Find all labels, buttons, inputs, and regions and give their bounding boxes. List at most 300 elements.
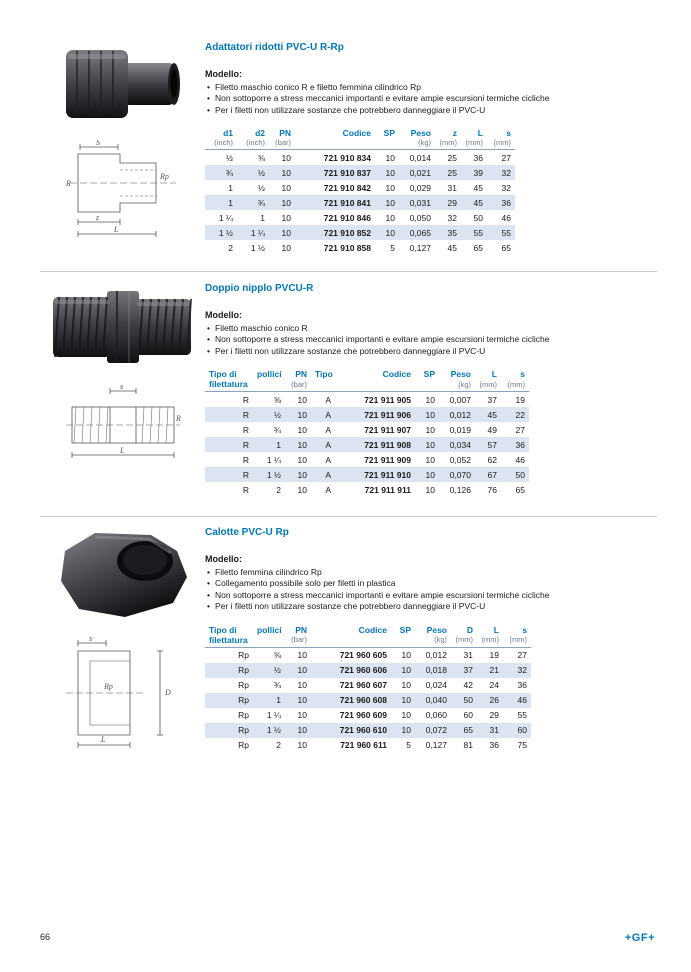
table-cell: 57 [487,439,497,450]
column-header: Codice [358,624,387,635]
bullet-item: • Collegamento possibile solo per filetti in plastica [205,578,657,589]
table-cell: 0,127 [409,242,431,253]
table-cell: 10 [425,424,435,435]
table-cell: 36 [515,439,525,450]
table-cell: 36 [473,152,483,163]
modello-bullets [205,82,657,116]
table-cell: A [325,424,331,435]
column-subheader [391,635,415,648]
column-header: Codice [382,369,411,380]
table-cell: 55 [473,227,483,238]
dim-label-s: s [88,637,92,643]
table-cell: 1 [228,197,233,208]
column-subheader: (bar) [285,635,311,648]
table-cell: 0,034 [449,439,471,450]
brand-logo: +GF+ [624,932,655,944]
dim-label-s: S [95,140,100,147]
table-cell: 721 910 842 [323,182,371,193]
table-cell: 19 [489,650,499,661]
table-row [205,678,531,693]
section2-content [205,283,657,497]
table-cell: 0,018 [425,665,447,676]
table-cell: 0,014 [409,152,431,163]
table-cell: ½ [273,665,281,676]
table-cell: 37 [463,665,473,676]
table-cell: Rp [238,665,249,676]
column-subheader [311,635,391,648]
table-cell: 32 [501,167,511,178]
table-cell: 32 [501,182,511,193]
column-subheader: (mm) [435,138,461,150]
table-cell: 50 [473,212,483,223]
technical-drawing-adapter [64,140,182,240]
table-cell: ⅜ [273,650,281,661]
table-row [205,723,531,738]
table-cell: 10 [281,167,291,178]
table-cell: 31 [463,650,473,661]
table-cell: R [242,424,249,435]
table-cell: 60 [517,725,527,736]
table-cell: 60 [463,710,473,721]
bullet-item: • Per i filetti non utilizzare sostanze che potrebbero danneggiare il PVC-U [205,105,657,116]
table-cell: ⅜ [273,394,281,405]
section3-content [205,527,657,753]
table-cell: 21 [489,665,499,676]
table-cell: 0,127 [425,740,447,751]
column-subheader: (mm) [487,138,515,150]
column-subheader: (mm) [477,635,503,648]
table-cell: 29 [447,197,457,208]
column-subheader [295,138,375,150]
table-cell: 42 [463,680,473,691]
section2-images [40,283,205,497]
column-header: s [522,624,527,635]
column-header: Peso [410,128,431,139]
table-cell: 25 [447,167,457,178]
table-cell: 721 911 909 [364,454,411,465]
table-cell: 0,021 [409,167,431,178]
column-header: s [506,128,511,139]
column-header: L [477,128,483,139]
table-cell: 10 [297,740,307,751]
column-header: Tipo di [209,369,237,380]
table-cell: 10 [297,424,307,435]
table-cell: 10 [425,454,435,465]
table-row [205,738,531,753]
section1-content [205,42,657,255]
bullet-item: • Per i filetti non utilizzare sostanze che potrebbero danneggiare il PVC-U [205,346,657,357]
table-row [205,482,529,497]
table-cell: A [325,469,331,480]
table-cell: 81 [463,740,473,751]
table-cell: 10 [401,665,411,676]
table-cell: 721 960 611 [340,740,387,751]
table-cell: 10 [281,197,291,208]
table-cell: 10 [297,439,307,450]
table-cell: ¾ [273,680,281,691]
table-cell: 65 [501,242,511,253]
table-cell: 55 [501,227,511,238]
dim-label-rp: Rp [159,172,169,181]
column-subheader: (kg) [415,635,451,648]
table-cell: 19 [515,394,525,405]
table-cell: ½ [273,409,281,420]
table-cell: 0,024 [425,680,447,691]
column-header: D [466,624,473,635]
product-photo-adapter [62,44,184,124]
table-row [205,647,531,663]
bullet-item: • Non sottoporre a stress meccanici importanti e evitare ampie escursioni termiche cicliche [205,334,657,345]
column-header: Codice [342,128,371,139]
table-cell: 10 [297,650,307,661]
bullet-item: • Per i filetti non utilizzare sostanze che potrebbero danneggiare il PVC-U [205,601,657,612]
column-subheader: filettatura [205,379,253,392]
spec-table-calotte [205,624,531,753]
table-cell: 10 [385,182,395,193]
table-row [205,693,531,708]
table-cell: 10 [297,725,307,736]
table-cell: 76 [487,484,497,495]
table-cell: 32 [447,212,457,223]
dim-label-r: R [65,179,71,188]
table-cell: 10 [425,439,435,450]
column-header: Peso [426,624,447,635]
table-cell: 721 910 852 [323,227,371,238]
table-row [205,407,529,422]
column-header: L [491,369,497,380]
table-cell: A [325,454,331,465]
table-cell: 1 [276,695,281,706]
table-cell: 721 960 607 [339,680,387,691]
table-cell: 1 [228,182,233,193]
column-subheader [415,379,439,392]
table-cell: 1 ½ [266,469,281,480]
column-subheader: (mm) [501,379,529,392]
table-cell: 65 [473,242,483,253]
table-cell: 24 [489,680,499,691]
bullet-item: • Non sottoporre a stress meccanici importanti e evitare ampie escursioni termiche cicliche [205,93,657,104]
table-row [205,708,531,723]
table-cell: 36 [501,197,511,208]
column-subheader: (bar) [285,379,311,392]
product-photo-cap [55,529,191,621]
table-cell: 67 [487,469,497,480]
table-cell: 37 [487,394,497,405]
column-header: SP [399,624,411,635]
table-cell: 10 [401,695,411,706]
table-cell: 721 911 911 [364,484,411,495]
product-photo-nipple [49,285,197,369]
table-cell: 10 [425,469,435,480]
table-cell: 721 911 910 [364,469,411,480]
table-cell: R [242,454,249,465]
column-subheader: (mm) [475,379,501,392]
table-cell: 10 [281,242,291,253]
section-divider [40,271,657,272]
column-header: pollici [257,624,282,635]
table-cell: 721 911 906 [364,409,411,420]
table-cell: 65 [515,484,525,495]
table-cell: 0,031 [409,197,431,208]
table-cell: ½ [257,182,265,193]
column-subheader: (mm) [451,635,477,648]
table-cell: A [325,409,331,420]
table-cell: 0,052 [449,454,471,465]
table-cell: Rp [238,740,249,751]
table-cell: ¾ [257,197,265,208]
table-cell: 10 [281,152,291,163]
table-cell: 1 ½ [250,242,265,253]
column-header: PN [279,128,291,139]
table-cell: 46 [515,454,525,465]
column-header: SP [423,369,435,380]
table-cell: 10 [297,469,307,480]
table-cell: 10 [297,409,307,420]
table-cell: 1 ½ [266,725,281,736]
section-calotte [40,527,657,753]
column-subheader: (mm) [461,138,487,150]
table-cell: 721 960 610 [339,725,387,736]
table-row [205,165,515,180]
table-row [205,467,529,482]
table-cell: ¾ [225,167,233,178]
table-cell: 2 [228,242,233,253]
table-cell: 10 [401,680,411,691]
table-row [205,422,529,437]
dim-label-r: R [175,414,181,423]
section-doppio-nipplo [40,283,657,497]
table-cell: Rp [238,650,249,661]
column-header: d1 [223,128,233,139]
table-cell: R [242,439,249,450]
table-cell: 5 [390,242,395,253]
table-cell: 10 [425,484,435,495]
table-cell: 10 [297,394,307,405]
column-subheader [311,379,335,392]
table-row [205,150,515,166]
table-cell: A [325,394,331,405]
dim-label-l: L [119,446,124,455]
table-cell: 10 [297,665,307,676]
dim-label-l: L [100,735,105,744]
table-cell: 0,060 [425,710,447,721]
table-row [205,195,515,210]
column-subheader: (bar) [269,138,295,150]
column-header: d2 [255,128,265,139]
modello-label: Modello: [205,69,242,79]
column-header: PN [295,369,307,380]
table-cell: 0,012 [425,650,447,661]
table-cell: 0,012 [449,409,471,420]
modello-bullets [205,567,657,613]
dim-label-rp: Rp [103,682,113,691]
column-subheader [253,635,285,648]
table-cell: 721 911 905 [364,394,411,405]
column-subheader [335,379,415,392]
table-row [205,210,515,225]
column-subheader: (mm) [503,635,531,648]
section-title: Calotte PVC-U Rp [205,527,289,538]
modello-label: Modello: [205,554,242,564]
table-cell: 721 911 907 [364,424,411,435]
table-cell: 1 ½ [218,227,233,238]
table-cell: 45 [473,197,483,208]
bullet-item: • Filetto femmina cilindrico Rp [205,567,657,578]
table-cell: 49 [487,424,497,435]
column-header: z [452,128,457,139]
column-subheader: filettatura [205,635,253,648]
table-cell: 10 [297,484,307,495]
table-cell: 0,070 [449,469,471,480]
modello-label: Modello: [205,310,242,320]
technical-drawing-cap [64,637,182,749]
table-cell: 2 [276,740,281,751]
dim-label-s: s [119,385,123,391]
table-cell: 5 [406,740,411,751]
table-cell: 1 ¼ [250,227,265,238]
table-cell: 0,065 [409,227,431,238]
page-number: 66 [40,932,51,942]
table-cell: R [242,409,249,420]
table-cell: 1 ¼ [266,710,281,721]
table-cell: ⅜ [257,152,265,163]
table-cell: 0,050 [409,212,431,223]
table-cell: ½ [225,152,233,163]
table-cell: 721 910 846 [323,212,371,223]
column-header: Peso [450,369,471,380]
table-row [205,180,515,195]
table-cell: 55 [517,710,527,721]
table-cell: A [325,484,331,495]
table-cell: 0,029 [409,182,431,193]
spec-table-adattatori [205,127,515,255]
table-cell: 721 960 609 [339,710,387,721]
table-cell: 0,007 [449,394,471,405]
table-cell: 27 [515,424,525,435]
section-title: Doppio nipplo PVCU-R [205,283,314,294]
table-cell: 10 [425,409,435,420]
table-cell: 46 [501,212,511,223]
table-cell: 36 [489,740,499,751]
column-subheader [375,138,399,150]
table-cell: 0,040 [425,695,447,706]
table-cell: Rp [238,725,249,736]
table-cell: 32 [517,665,527,676]
column-header: pollici [257,369,282,380]
table-row [205,392,529,408]
table-cell: 10 [385,197,395,208]
table-cell: 10 [385,227,395,238]
table-cell: 10 [297,695,307,706]
table-cell: 10 [401,725,411,736]
table-row [205,452,529,467]
table-cell: 31 [447,182,457,193]
table-cell: 10 [385,167,395,178]
table-row [205,437,529,452]
table-cell: 10 [385,212,395,223]
section-title: Adattatori ridotti PVC-U R-Rp [205,42,344,53]
table-cell: 0,126 [449,484,471,495]
table-cell: 26 [489,695,499,706]
table-cell: R [242,484,249,495]
table-cell: 10 [297,710,307,721]
table-cell: 35 [447,227,457,238]
table-cell: 50 [515,469,525,480]
table-cell: 10 [297,454,307,465]
bullet-item: • Filetto maschio conico R [205,323,657,334]
bullet-item: • Filetto maschio conico R e filetto femmina cilindrico Rp [205,82,657,93]
column-header: SP [383,128,395,139]
modello-bullets [205,323,657,357]
table-cell: 10 [425,394,435,405]
table-cell: 10 [281,212,291,223]
table-cell: 721 910 858 [323,242,371,253]
column-header: PN [295,624,307,635]
column-header: s [520,369,525,380]
table-row [205,240,515,255]
table-cell: 721 960 608 [339,695,387,706]
table-cell: 1 ¼ [218,212,233,223]
spec-table-doppio-nipplo [205,368,529,497]
column-header: L [493,624,499,635]
column-header: Tipo di [209,624,237,635]
table-cell: 29 [489,710,499,721]
table-cell: 721 910 841 [323,197,371,208]
table-cell: 721 910 837 [323,167,371,178]
table-cell: 10 [401,650,411,661]
section1-images [40,42,205,255]
table-cell: 46 [517,695,527,706]
column-subheader: (kg) [439,379,475,392]
table-cell: 1 ¼ [266,454,281,465]
section-adattatori-ridotti [40,42,657,255]
table-cell: ¾ [273,424,281,435]
table-cell: 45 [447,242,457,253]
table-cell: 721 960 605 [339,650,387,661]
table-cell: 27 [501,152,511,163]
table-cell: 0,072 [425,725,447,736]
table-cell: 10 [281,227,291,238]
table-cell: 10 [297,680,307,691]
table-cell: ½ [257,167,265,178]
dim-label-z: z [95,213,99,222]
table-cell: 65 [463,725,473,736]
section-divider [40,516,657,517]
table-cell: Rp [238,695,249,706]
table-cell: 2 [276,484,281,495]
table-row [205,663,531,678]
table-cell: 10 [281,182,291,193]
bullet-item: • Non sottoporre a stress meccanici importanti e evitare ampie escursioni termiche cicliche [205,590,657,601]
table-cell: R [242,394,249,405]
table-cell: 50 [463,695,473,706]
table-cell: 721 960 606 [339,665,387,676]
table-row [205,225,515,240]
table-cell: 721 911 908 [364,439,411,450]
table-cell: 45 [487,409,497,420]
dim-label-l: L [113,225,118,234]
table-cell: A [325,439,331,450]
section3-images [40,527,205,753]
table-cell: 45 [473,182,483,193]
table-cell: R [242,469,249,480]
column-subheader: (kg) [399,138,435,150]
table-cell: Rp [238,680,249,691]
column-subheader [253,379,285,392]
table-cell: 36 [517,680,527,691]
table-cell: 22 [515,409,525,420]
column-subheader: (inch) [237,138,269,150]
